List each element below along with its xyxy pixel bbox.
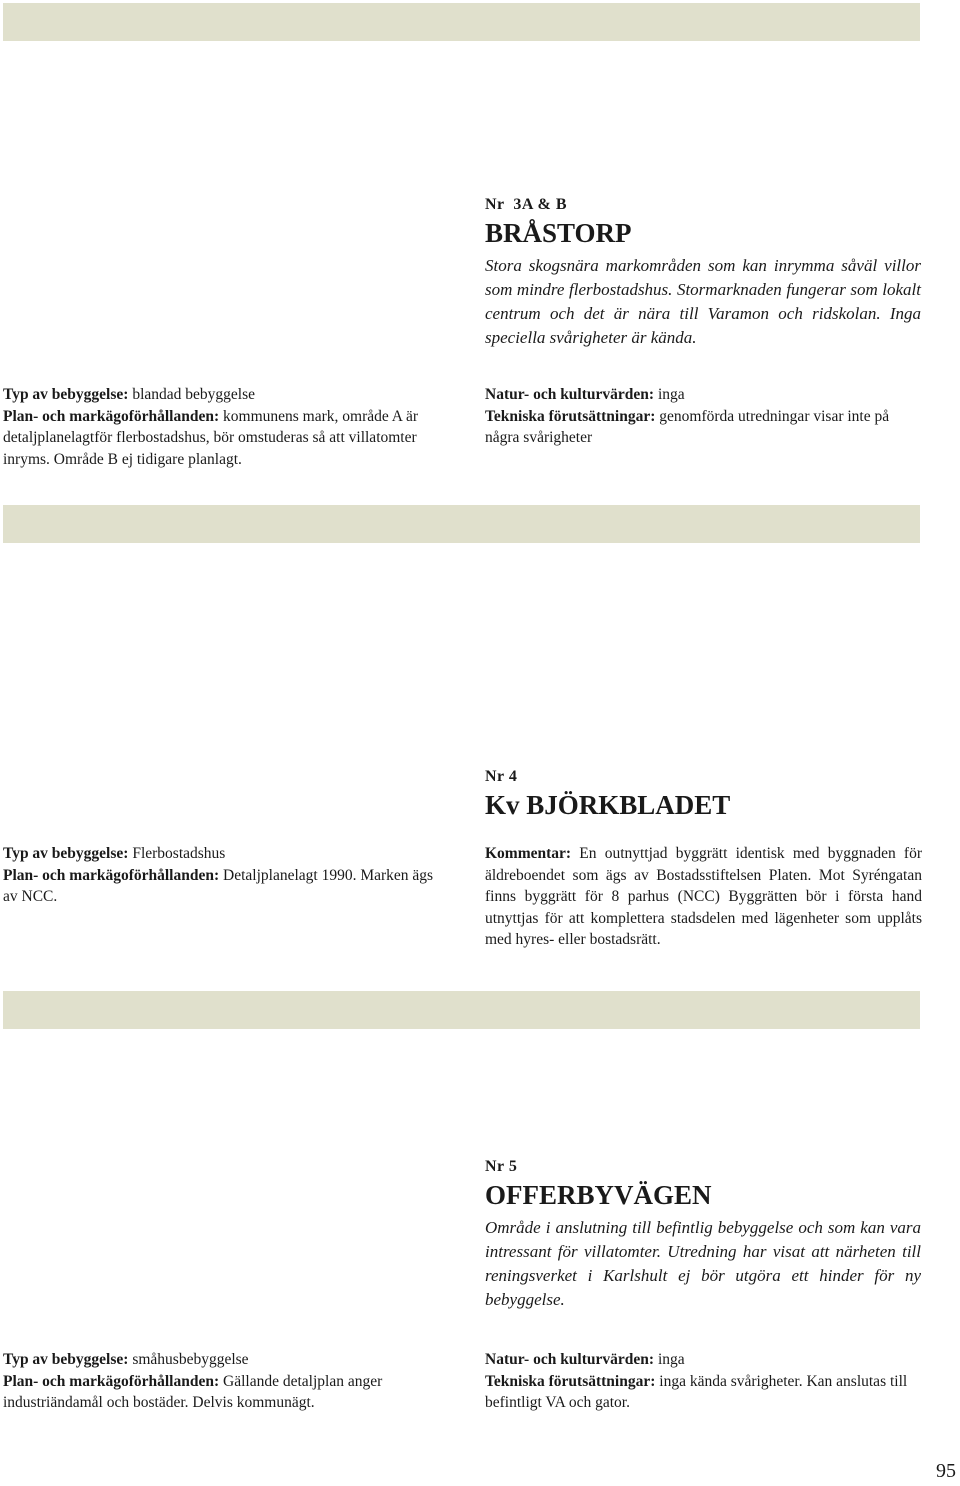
info-paragraph: Natur- och kulturvärden: inga <box>485 386 685 403</box>
info-paragraph: Tekniska förutsättningar: genomförda utredningar visar inte på några svårigheter <box>485 407 890 446</box>
info-paragraph: Tekniska förutsättningar: inga kända svårigheter. Kan anslutas till befintligt VA och gator. <box>485 1372 908 1411</box>
section-offerbyvagen-right <box>485 1349 922 1414</box>
section-offerbyvagen-left <box>3 1349 443 1414</box>
info-paragraph: Natur- och kulturvärden: inga <box>485 1351 685 1368</box>
section-intro: Stora skogsnära markområden som kan inrymma såväl villor som mindre flerbostadshus. Stormarknaden fungerar som lokalt centrum och det är nära till Varamon och ridskolan. Inga speciella svårigheter är kända. <box>485 256 921 347</box>
section-number: Nr 3A & B <box>485 196 568 213</box>
section-title: OFFERBYVÄGEN <box>485 1180 712 1210</box>
info-paragraph: Plan- och markägoförhållanden: Gällande detaljplan anger industriändamål och bostäder. Delvis kommunägt. <box>3 1372 383 1411</box>
info-paragraph: Typ av bebyggelse: Flerbostadshus <box>3 845 226 862</box>
info-paragraph: Kommentar: En outnyttjad byggrätt identisk med byggnaden för äldreboendet som ägs av Bostadsstiftelsen Platen. Mot Syréngatan finns byggrätt för 8 parhus (NCC) Byggrätten bör i första hand utnyttjas för att komplettera stadsdelen med lägenheter som upplåts med hyres- eller bostadsrätt. <box>485 845 922 948</box>
section-number: Nr 5 <box>485 1158 518 1175</box>
section-bjorkbladet-header <box>485 768 730 820</box>
section-brastorp-right <box>485 384 925 449</box>
section-bjorkbladet-left <box>3 843 443 908</box>
page-number: 95 <box>936 1460 956 1482</box>
section-bjorkbladet-right <box>485 843 922 951</box>
section-intro: Område i anslutning till befintlig bebyggelse och som kan vara intressant för villatomter. Utredning har visat att närheten till reningsverket i Karlshult ej bör utgöra ett hinder för ny bebyggelse. <box>485 1218 921 1309</box>
info-paragraph: Typ av bebyggelse: småhusbebyggelse <box>3 1351 249 1368</box>
info-paragraph: Plan- och markägoförhållanden: Detaljplanelagt 1990. Marken ägs av NCC. <box>3 866 434 905</box>
info-paragraph: Plan- och markägoförhållanden: kommunens mark, område A är detaljplanelagtför flerbostadshus, bör omstuderas så att villatomter inryms. Område B ej tidigare planlagt. <box>3 407 419 468</box>
section-offerbyvagen-header <box>485 1158 921 1312</box>
section-title: BRÅSTORP <box>485 218 632 248</box>
section-brastorp-header <box>485 196 921 350</box>
middle-band-2 <box>3 991 920 1029</box>
info-paragraph: Typ av bebyggelse: blandad bebyggelse <box>3 386 255 403</box>
section-title: Kv BJÖRKBLADET <box>485 790 731 820</box>
section-number: Nr 4 <box>485 768 518 785</box>
section-brastorp-left <box>3 384 443 470</box>
top-band <box>3 3 920 41</box>
middle-band-1 <box>3 505 920 543</box>
